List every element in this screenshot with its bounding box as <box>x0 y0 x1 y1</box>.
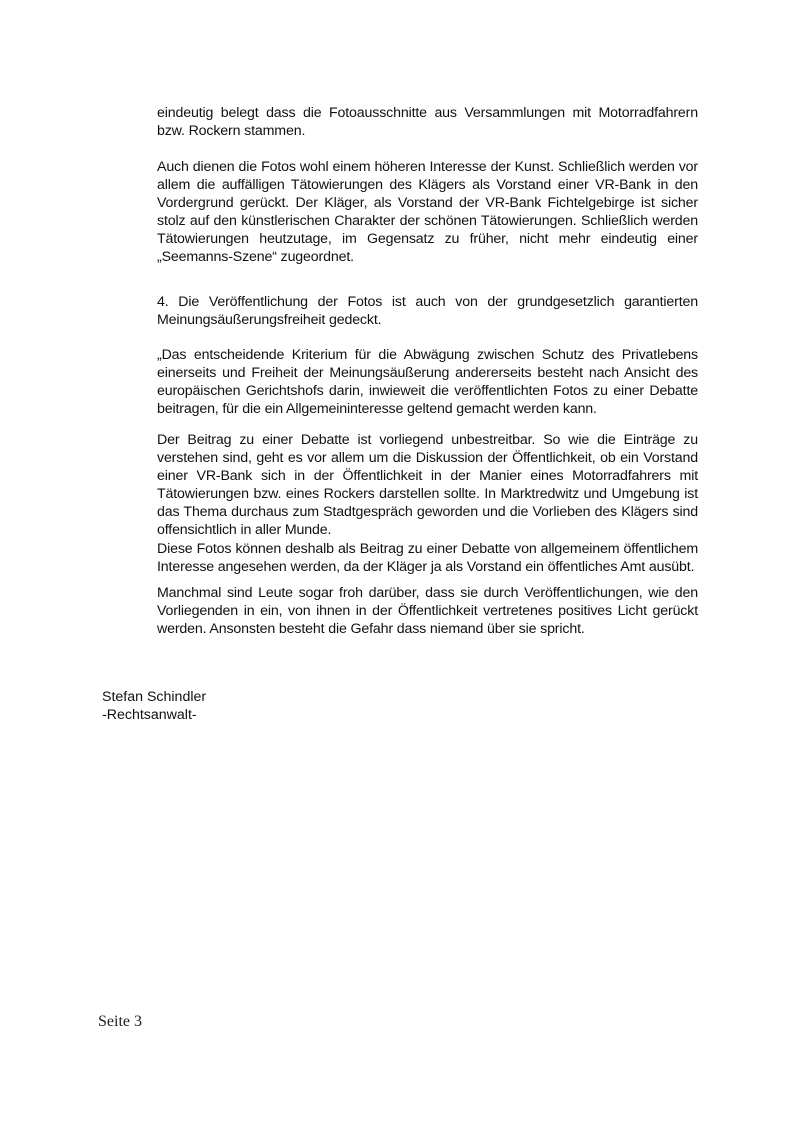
paragraph: eindeutig belegt dass die Fotoausschnitte aus Versammlungen mit Motorradfahrern bzw. Rockern stammen. <box>157 105 698 140</box>
paragraph: Auch dienen die Fotos wohl einem höheren Interesse der Kunst. Schließlich werden vor allem die auffälligen Tätowierungen des Klägers als Vorstand einer VR-Bank in den Vordergrund gerückt. Der Kläger, als Vorstand der VR-Bank Fichtelgebirge ist sicher stolz auf den künstlerischen Charakter der schönen Tätowierungen. Schließlich werden Tätowierungen heutzutage, im Gegensatz zu früher, nicht mehr eindeutig einer „Seemanns-Szene“ zugeordnet. <box>157 159 698 266</box>
paragraph: Der Beitrag zu einer Debatte ist vorliegend unbestreitbar. So wie die Einträge zu verstehen sind, geht es vor allem um die Diskussion der Öffentlichkeit, ob ein Vorstand einer VR-Bank sich in der Öffentlichkeit in der Manier eines Motorradfahrers mit Tätowierungen bzw. eines Rockers darstellen sollte. In Marktredwitz und Umgebung ist das Thema durchaus zum Stadtgespräch geworden und die Vorlieben des Klägers sind offensichtlich in aller Munde. <box>157 432 698 539</box>
paragraph-block-2 <box>157 158 698 267</box>
paragraph-block-1 <box>157 104 698 140</box>
section-heading: 4. Die Veröffentlichung der Fotos ist auch von der grundgesetzlich garantierten Meinungsäußerungsfreiheit gedeckt. <box>157 294 698 329</box>
signature-title: -Rechtsanwalt- <box>102 707 197 723</box>
paragraph-block-6 <box>157 584 698 638</box>
section-heading-4 <box>157 293 698 329</box>
paragraph: Diese Fotos können deshalb als Beitrag zu einer Debatte von allgemeinem öffentlichem Interesse angesehen werden, da der Kläger ja als Vorstand ein öffentliches Amt ausübt. <box>157 540 698 575</box>
quote-block <box>157 346 698 418</box>
signature-block <box>102 688 206 724</box>
paragraph: Manchmal sind Leute sogar froh darüber, dass sie durch Veröffentlichungen, wie den Vorliegenden in ein, von ihnen in der Öffentlichkeit vertretenes positives Licht gerückt werden. Ansonsten besteht die Gefahr dass niemand über sie spricht. <box>157 585 698 638</box>
signature-name: Stefan Schindler <box>102 689 207 705</box>
page-number: Seite 3 <box>98 1013 142 1030</box>
paragraph-block-5 <box>157 431 698 576</box>
quoted-paragraph: „Das entscheidende Kriterium für die Abwägung zwischen Schutz des Privatlebens einerseits und Freiheit der Meinungsäußerung andererseits besteht nach Ansicht des europäischen Gerichtshofs darin, inwieweit die veröffentlichten Fotos zu einer Debatte beitragen, für die ein Allgemeininteresse geltend gemacht werden kann. <box>157 347 698 418</box>
